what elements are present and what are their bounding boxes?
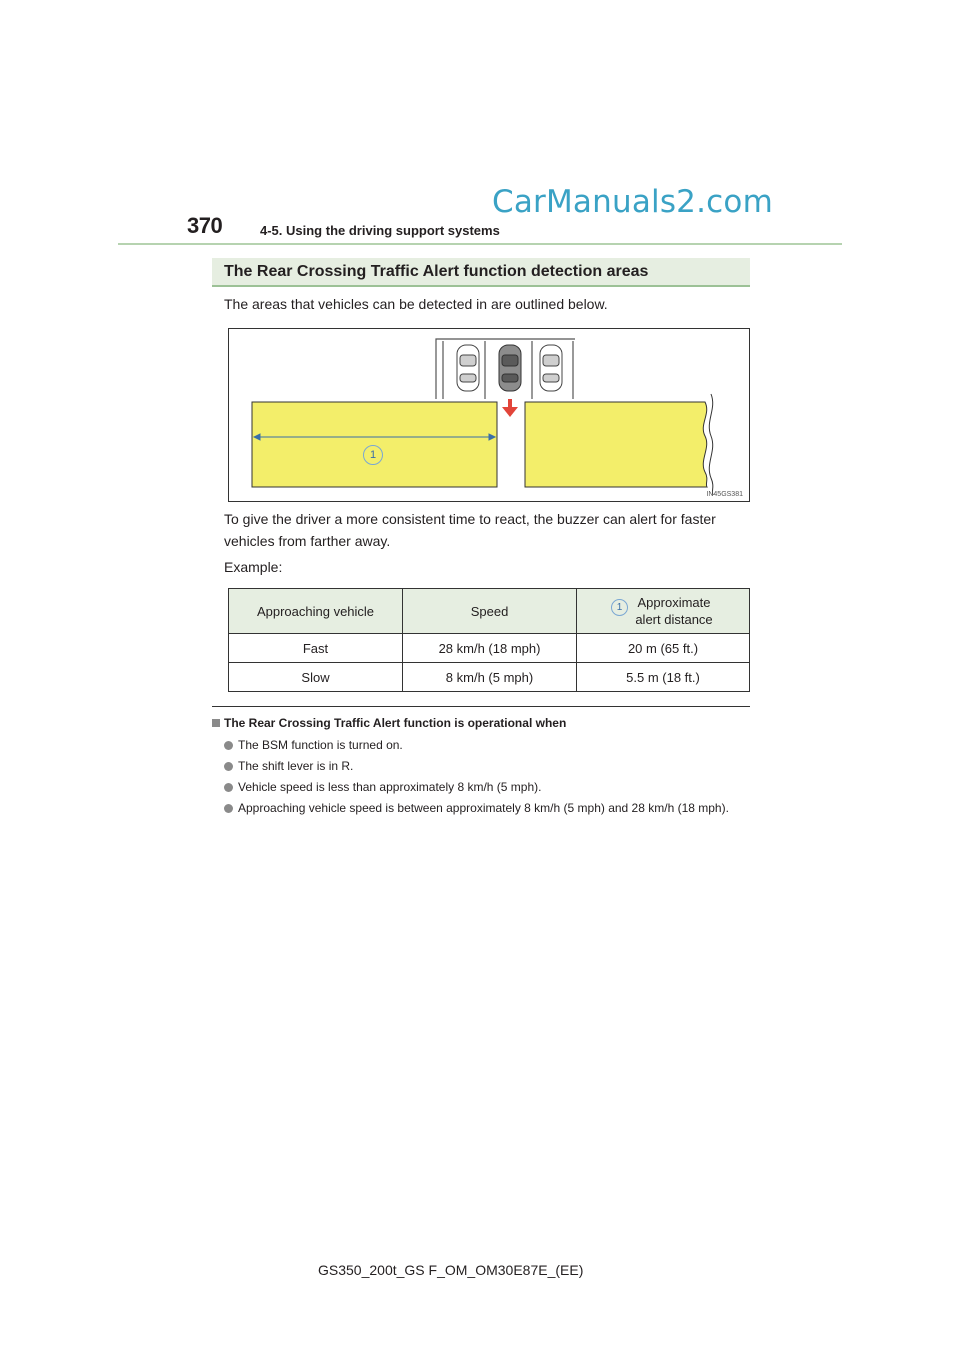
notes-heading-text: The Rear Crossing Traffic Alert function is operational when: [224, 716, 567, 730]
document-code-footer: GS350_200t_GS F_OM_OM30E87E_(EE): [318, 1262, 584, 1278]
parked-car-right: [540, 345, 562, 391]
table-header-row: [229, 589, 750, 634]
callout-1-small: 1: [611, 599, 628, 616]
header-divider: [118, 243, 842, 245]
list-item: [224, 800, 750, 817]
consistent-time-paragraph: To give the driver a more consistent time to react, the buzzer can alert for faster vehicles from farther away.: [224, 511, 716, 549]
list-item: [224, 758, 750, 775]
header-alert-distance-line1: Approximate: [637, 595, 711, 610]
list-item-text: Approaching vehicle speed is between approximately 8 km/h (5 mph) and 28 km/h (18 mph).: [238, 801, 729, 815]
cell-distance: 20 m (65 ft.): [577, 634, 750, 663]
detection-area-illustration: [229, 329, 749, 501]
table-row: [229, 663, 750, 692]
table-row: [229, 634, 750, 663]
cell-vehicle: Fast: [229, 634, 403, 663]
list-item-text: The BSM function is turned on.: [238, 738, 403, 752]
section-heading-text: The Rear Crossing Traffic Alert function detection areas: [224, 263, 649, 280]
header-speed: Speed: [403, 589, 577, 634]
bullet-dot-icon: [224, 804, 233, 813]
parked-car-left: [457, 345, 479, 391]
notes-divider: [212, 706, 750, 707]
section-heading: [212, 258, 750, 287]
alert-distance-table: [228, 588, 750, 692]
header-alert-distance-line2: alert distance: [635, 612, 713, 627]
reverse-arrow-icon: [502, 399, 518, 417]
bullet-dot-icon: [224, 741, 233, 750]
section-title: 4-5. Using the driving support systems: [260, 223, 500, 238]
notes-heading: [212, 716, 566, 730]
image-code: IN45GS381: [706, 491, 743, 498]
watermark-text: CarManuals2.com: [492, 184, 773, 220]
right-detection-zone: [525, 402, 707, 487]
list-item-text: The shift lever is in R.: [238, 759, 354, 773]
detection-area-diagram: [228, 328, 750, 502]
cell-distance: 5.5 m (18 ft.): [577, 663, 750, 692]
cell-speed: 28 km/h (18 mph): [403, 634, 577, 663]
cell-speed: 8 km/h (5 mph): [403, 663, 577, 692]
page-number: 370: [187, 213, 223, 238]
list-item-text: Vehicle speed is less than approximately 8 km/h (5 mph).: [238, 780, 542, 794]
cell-vehicle: Slow: [229, 663, 403, 692]
callout-1: 1: [363, 445, 383, 465]
bullet-dot-icon: [224, 783, 233, 792]
square-bullet-icon: [212, 719, 220, 727]
header-approaching-vehicle: Approaching vehicle: [229, 589, 403, 634]
bullet-dot-icon: [224, 762, 233, 771]
header-alert-distance: [577, 589, 750, 634]
example-label: Example:: [224, 559, 283, 575]
list-item: [224, 779, 750, 796]
own-car: [499, 345, 521, 391]
list-item: [224, 737, 750, 754]
intro-text: The areas that vehicles can be detected in are outlined below.: [224, 296, 608, 312]
